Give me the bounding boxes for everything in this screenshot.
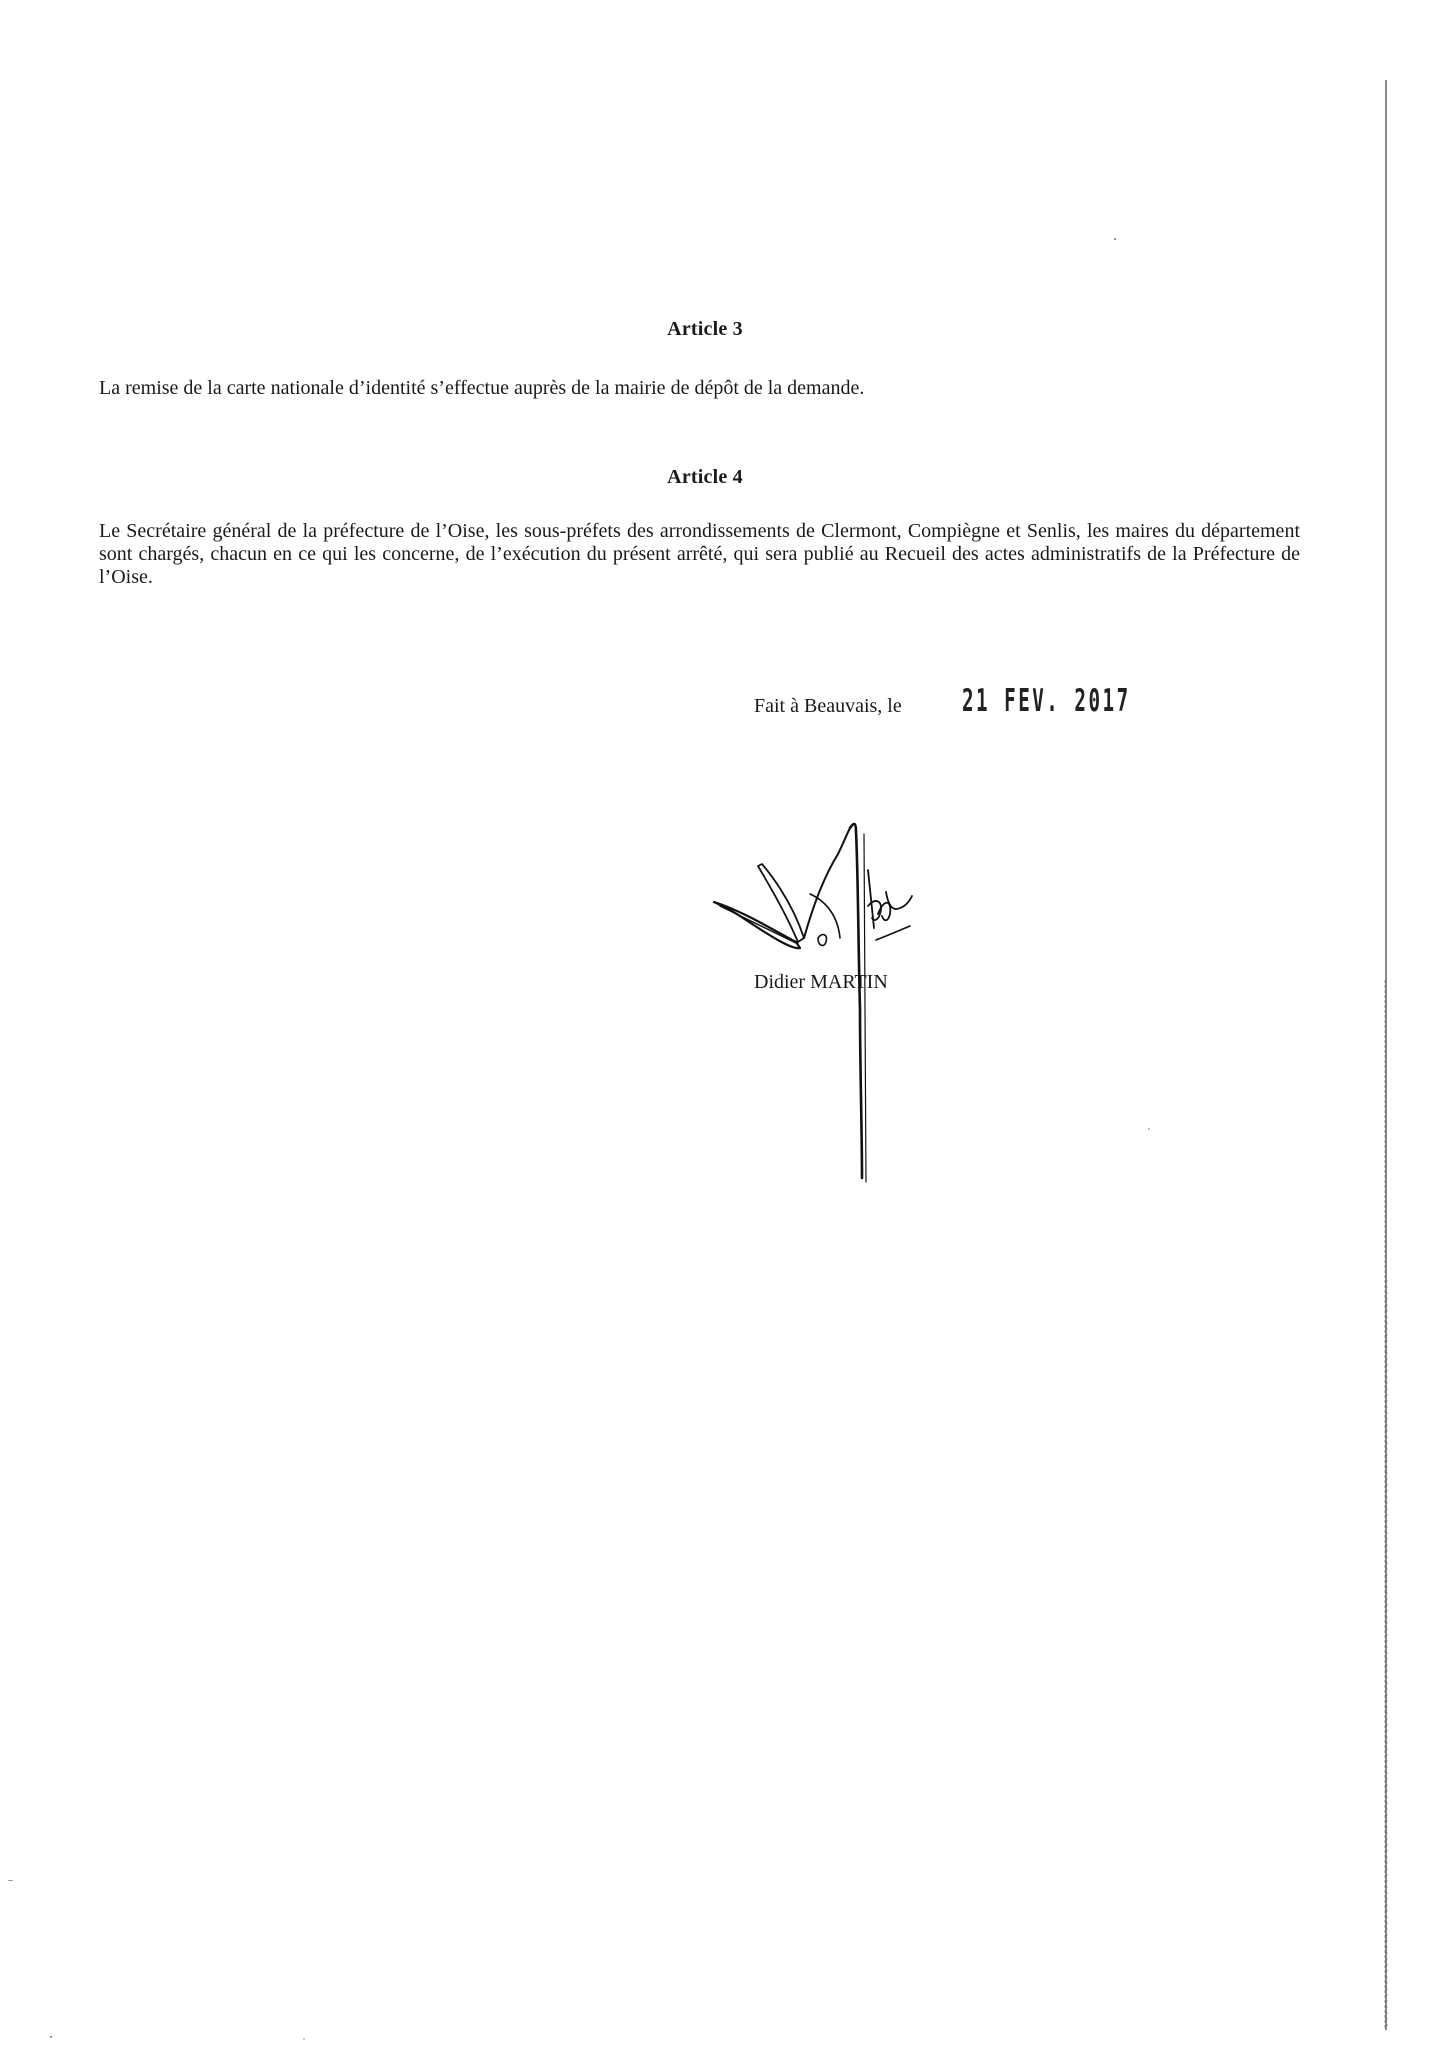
- handwritten-signature: [700, 810, 930, 1190]
- article-3-heading: Article 3: [667, 318, 743, 340]
- scan-speck: [1114, 238, 1116, 240]
- scan-speck: [8, 1880, 13, 1881]
- signer-name: Didier MARTIN: [754, 971, 888, 993]
- scan-edge-line: [1380, 80, 1392, 2030]
- date-stamp: 21 FEV. 2017: [962, 683, 1131, 719]
- scan-speck: [50, 2036, 52, 2038]
- place-and-date-label: Fait à Beauvais, le: [754, 695, 902, 717]
- article-4-heading: Article 4: [667, 466, 743, 488]
- article-4-text: Le Secrétaire général de la préfecture de l’Oise, les sous-préfets des arrondissements de Clermont, Compiègne et Senlis, les maires du département sont chargés, chacun en ce qui les concerne, de l’exécution du présent arrêté, qui sera publié au Recueil des actes administratifs de la Préfecture de l’Oise.: [99, 520, 1300, 588]
- article-3-text: La remise de la carte nationale d’identité s’effectue auprès de la mairie de dépôt de la demande.: [99, 377, 865, 399]
- scan-speck: [1148, 1128, 1150, 1130]
- scan-speck: [303, 2038, 305, 2040]
